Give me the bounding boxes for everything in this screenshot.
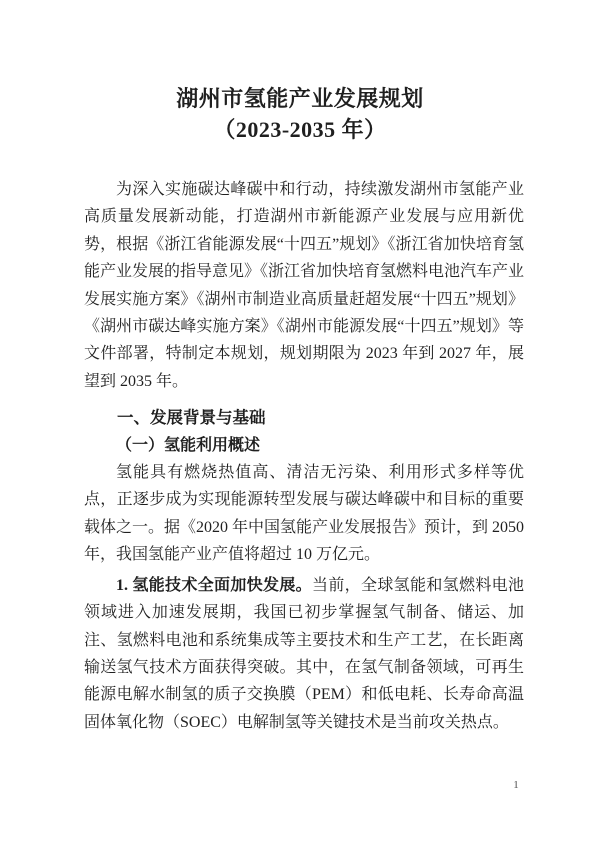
document-title bbox=[0, 83, 600, 145]
page-number: 1 bbox=[513, 779, 519, 791]
intro-paragraph: 为深入实施碳达峰碳中和行动，持续激发湖州市氢能产业高质量发展新动能，打造湖州市新能源产业发展与应用新优势，根据《浙江省能源发展“十四五”规划》《浙江省加快培育氢能产业发展的指导意见》《浙江省加快培育氢燃料电池汽车产业发展实施方案》《湖州市制造业高质量赶超发展“十四五”规划》《湖州市碳达峰实施方案》《湖州市能源发展“十四五”规划》等文件部署，特制定本规划，规划期限为 2023 年到 2027 年，展望到 2035 年。 bbox=[84, 181, 525, 390]
overview-paragraph: 氢能具有燃烧热值高、清洁无污染、利用形式多样等优点，正逐步成为实现能源转型发展与碳达峰碳中和目标的重要载体之一。据《2020 年中国氢能产业发展报告》预计，到 2050 年，我国氢能产业产值将超过 10 万亿元。 bbox=[84, 464, 525, 564]
subsection-heading: （一）氢能利用概述 bbox=[116, 436, 261, 454]
document-title-line-1: 湖州市氢能产业发展规划 bbox=[176, 86, 424, 111]
tech-paragraph-lead: 1. 氢能技术全面加快发展。 bbox=[116, 576, 312, 594]
document-title-line-2: （2023-2035 年） bbox=[213, 117, 387, 142]
tech-paragraph bbox=[84, 572, 524, 736]
document-body bbox=[84, 176, 524, 736]
tech-paragraph-body: 当前，全球氢能和氢燃料电池领域进入加速发展期，我国已初步掌握氢气制备、储运、加注、氢燃料电池和系统集成等主要技术和生产工艺，在长距离输送氢气技术方面获得突破。其中，在氢气制备领域，可再生能源电解水制氢的质子交换膜（PEM）和低电耗、长寿命高温固体氧化物（SOEC）电解制氢等关键技术是当前攻关热点。 bbox=[84, 576, 524, 731]
section-heading: 一、发展背景与基础 bbox=[117, 408, 266, 428]
